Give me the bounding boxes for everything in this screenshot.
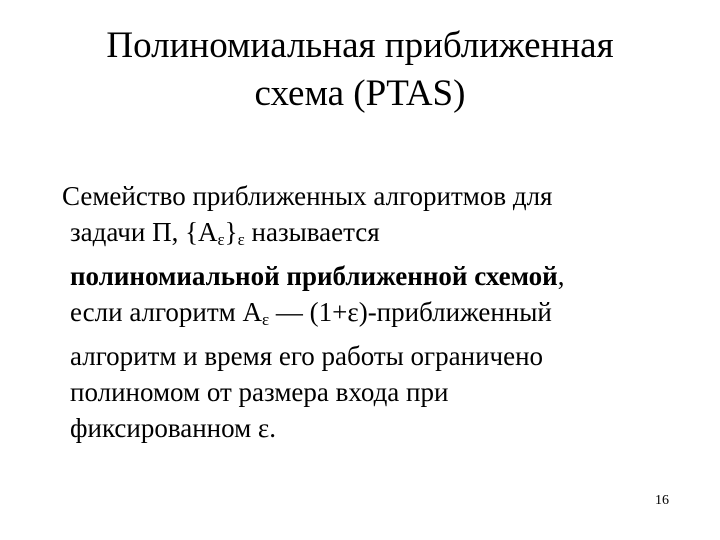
body-line-5: алгоритм и время его работы ограничено <box>70 341 544 371</box>
slide-title <box>0 22 720 118</box>
body-line-3-end: , <box>557 261 565 291</box>
body-line-7: фиксированном ε. <box>70 413 277 443</box>
body-line-6: полиномом от размера входа при <box>70 377 449 407</box>
epsilon-subscript: ε <box>217 230 225 249</box>
body-line-4-a: если алгоритм A <box>70 297 262 327</box>
body-line-2-b: } <box>224 217 238 247</box>
body-line-3 <box>70 258 690 294</box>
body-line-2-a: задачи Π, {A <box>70 217 218 247</box>
page-number: 16 <box>655 493 669 508</box>
term-ptas: полиномиальной приближенной схемой <box>70 261 558 291</box>
definition-text <box>62 178 690 446</box>
body-line-2 <box>70 214 690 258</box>
body-line-4 <box>70 294 690 338</box>
title-line-1: Полиномиальная приближенная <box>106 25 614 66</box>
body-line-2-c: называется <box>244 217 380 247</box>
epsilon-subscript-3: ε <box>262 310 270 329</box>
body-line-4-b: — (1+ε)-приближенный <box>269 297 552 327</box>
epsilon-subscript-2: ε <box>237 230 245 249</box>
body-line-1: Семейство приближенных алгоритмов для <box>62 181 553 211</box>
title-line-2: схема (PTAS) <box>254 73 466 114</box>
